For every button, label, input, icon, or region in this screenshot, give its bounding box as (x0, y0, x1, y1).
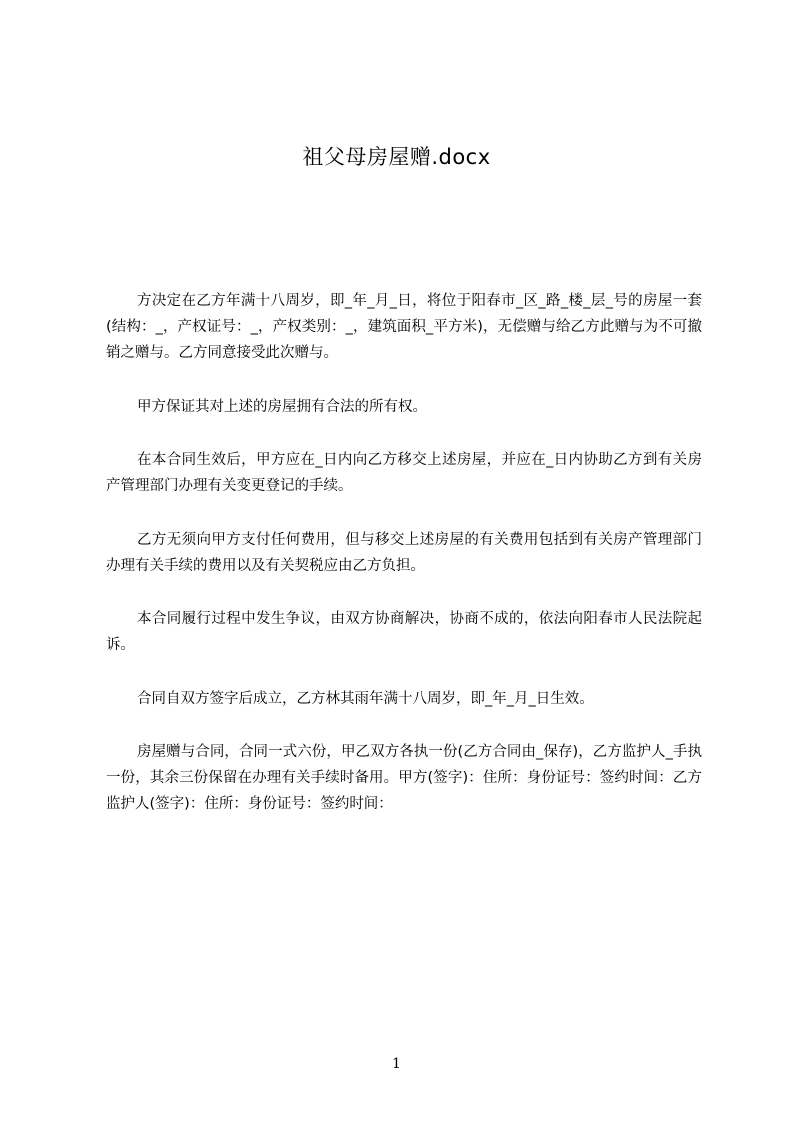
paragraph-effective-date: 合同自双方签字后成立，乙方林其雨年满十八周岁，即_年_月_日生效。 (137, 691, 594, 707)
paragraph-ownership-guarantee: 甲方保证其对上述的房屋拥有合法的所有权。 (137, 399, 427, 415)
paragraph-fees: 乙方无须向甲方支付任何费用，但与移交上述房屋的有关费用包括到有关房产管理部门办理有关手续的费用以及有关契税应由乙方负担。 (106, 532, 702, 574)
document-title: 祖父母房屋赠.docx (302, 145, 491, 169)
paragraph-copies-signatures: 房屋赠与合同，合同一式六份，甲乙双方各执一份(乙方合同由_保存)，乙方监护人_手执一份，其余三份保留在办理有关手续时备用。甲方(签字)：住所：身份证号：签约时间：乙方监护人(签字)：住所：身份证号：签约时间： (106, 744, 702, 812)
page-number: 1 (392, 1056, 401, 1072)
paragraph-handover: 在本合同生效后，甲方应在_日内向乙方移交上述房屋，并应在_日内协助乙方到有关房产管理部门办理有关变更登记的手续。 (106, 452, 702, 494)
paragraph-gift-terms: 方决定在乙方年满十八周岁，即_年_月_日，将位于阳春市_区_路_楼_层_号的房屋一套(结构：_，产权证号：_，产权类别：_，建筑面积_平方米)，无偿赠与给乙方此赠与为不可撤销之赠与。乙方同意接受此次赠与。 (106, 293, 702, 361)
paragraph-disputes: 本合同履行过程中发生争议，由双方协商解决，协商不成的，依法向阳春市人民法院起诉。 (106, 611, 702, 653)
